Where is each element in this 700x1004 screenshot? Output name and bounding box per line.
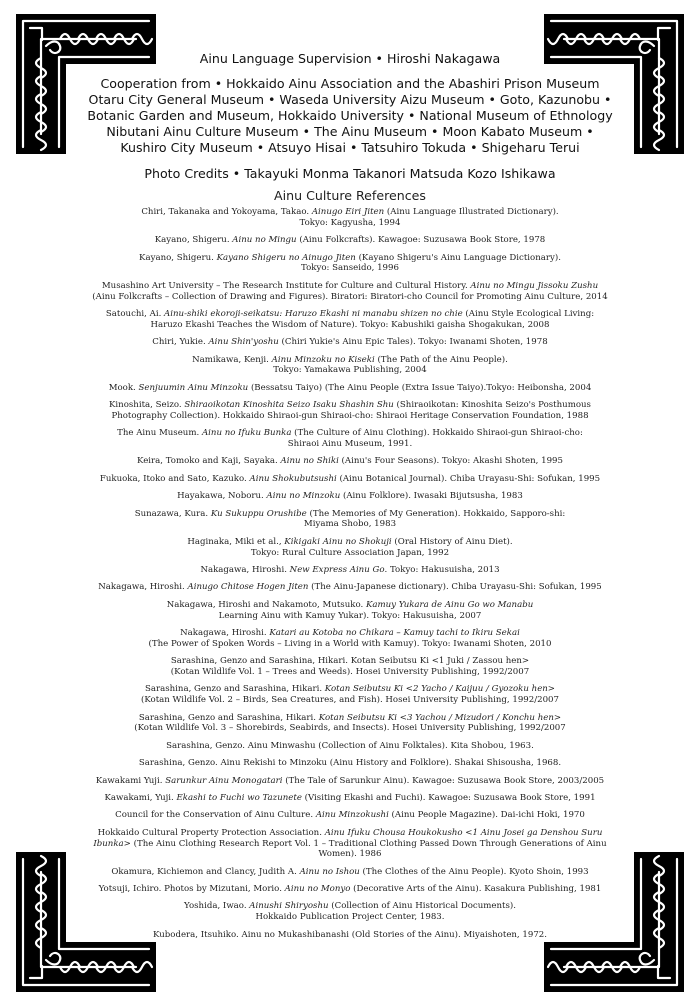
reference-title: New Express Ainu Go [289, 565, 385, 576]
reference-line [80, 741, 620, 752]
reference-text: Tokyo: Sanseido, 1996 [301, 263, 399, 274]
reference-line [80, 695, 620, 706]
reference-entry [80, 400, 620, 422]
cooperation-list [80, 76, 620, 156]
cooperation-line: Botanic Garden and Museum, Hokkaido University • National Museum of Ethnology [87, 108, 613, 123]
reference-line [80, 723, 620, 734]
reference-entry [80, 235, 620, 246]
reference-entry [80, 600, 620, 622]
reference-line [80, 849, 620, 860]
reference-entry [80, 565, 620, 576]
reference-entry [80, 713, 620, 735]
reference-title: Senjuumin Ainu Minzoku [138, 382, 249, 393]
reference-entry [80, 253, 620, 275]
reference-entry [80, 474, 620, 485]
reference-entry [80, 309, 620, 331]
reference-text: Hayakawa, Noboru. [177, 491, 267, 502]
reference-text: Sarashina, Genzo and Sarashina, Hikari. [138, 712, 319, 723]
reference-line [80, 355, 620, 366]
reference-line [80, 628, 620, 639]
reference-entry [80, 491, 620, 502]
reference-title: Ainu Shin'yoshu [208, 337, 279, 348]
references-heading: Ainu Culture References [274, 188, 426, 203]
reference-text: (The Culture of Ainu Clothing). Hokkaido Shiraoi-gun Shiraoi-cho: [291, 428, 583, 439]
reference-title: Ainu Shokubutsushi [249, 473, 337, 484]
reference-line [80, 537, 620, 548]
reference-line [80, 667, 620, 678]
reference-text: Hokkaido Publication Project Center, 1983. [255, 912, 445, 923]
reference-text: The Ainu Museum. [117, 428, 202, 439]
reference-text: (Bessatsu Taiyo) (The Ainu People (Extra Issue Taiyo).Tokyo: Heibonsha, 2004 [248, 382, 592, 393]
references-list [80, 207, 620, 940]
reference-text: Council for the Conservation of Ainu Culture. [115, 810, 316, 821]
reference-text: (Kotan Wildlife Vol. 3 – Shorebirds, Seabirds, and Insects). Hosei University Publishing, 1992/2007 [134, 723, 566, 734]
photo-credits: Photo Credits • Takayuki Monma Takanori Matsuda Kozo Ishikawa [144, 166, 556, 181]
reference-text: Nakagawa, Hiroshi. [200, 565, 290, 576]
reference-title: Ekashi to Fuchi wo Tazunete [176, 792, 302, 803]
reference-line [80, 337, 620, 348]
reference-line [80, 309, 620, 320]
reference-line [80, 639, 620, 650]
reference-line [80, 491, 620, 502]
reference-text: Musashino Art University – The Research Institute for Culture and Cultural History. [101, 280, 471, 291]
reference-text: (Ainu Style Ecological Living: [462, 308, 595, 319]
reference-line [80, 758, 620, 769]
reference-text: Sarashina, Genzo. Ainu Minwashu (Collection of Ainu Folktales). Kita Shobou, 1963. [166, 740, 534, 751]
credits-page [80, 51, 620, 947]
reference-line [80, 600, 620, 611]
reference-text: (The Power of Spoken Words – Living in a World with Kamuy). Tokyo: Iwanami Shoten, 2010 [148, 638, 552, 649]
reference-text: (Kayano Shigeru's Ainu Language Dictionary). [355, 252, 561, 263]
reference-title: Sarunkur Ainu Monogatari [165, 775, 283, 786]
cooperation-line: Nibutani Ainu Culture Museum • The Ainu Museum • Moon Kabato Museum • [106, 124, 594, 139]
reference-line [80, 235, 620, 246]
reference-title: Kotan Seibutsu Ki <2 Yacho / Kaijuu / Gyozoku hen> [324, 684, 556, 695]
reference-line [80, 218, 620, 229]
reference-line [80, 411, 620, 422]
reference-line [80, 456, 620, 467]
reference-title: Ainu no Mingu Jissoku Zushu [470, 280, 599, 291]
reference-text: (Chiri Yukie's Ainu Epic Tales). Tokyo: Iwanami Shoten, 1978 [278, 337, 548, 348]
reference-line [80, 365, 620, 376]
reference-line [80, 207, 620, 218]
reference-text: Keira, Tomoko and Kaji, Sayaka. [137, 456, 281, 467]
reference-entry [80, 930, 620, 941]
reference-text: Women). 1986 [318, 849, 382, 860]
reference-line [80, 565, 620, 576]
reference-entry [80, 828, 620, 860]
reference-line [80, 292, 620, 303]
reference-text: (The Clothes of the Ainu People). Kyoto Shoin, 1993 [359, 866, 589, 877]
reference-text: Satouchi, Ai. [105, 308, 165, 319]
reference-entry [80, 281, 620, 303]
reference-line [80, 930, 620, 941]
reference-line [80, 281, 620, 292]
reference-text: Fukuoka, Itoko and Sato, Kazuko. [99, 473, 250, 484]
reference-text: (Kotan Wildlife Vol. 2 – Birds, Sea Creatures, and Fish). Hosei University Publishing, 1992/2007 [140, 695, 559, 706]
reference-text: (Visiting Ekashi and Fuchi). Kawagoe: Suzusawa Book Store, 1991 [301, 792, 596, 803]
reference-text: (Collection of Ainu Historical Documents). [328, 901, 516, 912]
reference-title: Kotan Seibutsu Ki <3 Yachou / Mizudori / Konchu hen> [318, 712, 562, 723]
reference-line [80, 548, 620, 559]
reference-text: Sarashina, Genzo and Sarashina, Hikari. Kotan Seibutsu Ki <1 Juki / Zassou hen> [170, 656, 530, 667]
reference-entry [80, 337, 620, 348]
reference-line [80, 793, 620, 804]
reference-text: Photography Collection). Hokkaido Shiraoi-gun Shiraoi-cho: Shiraoi Heritage Conservation Foundation, 1988 [111, 410, 589, 421]
reference-text: Kawakami Yuji. [95, 775, 166, 786]
reference-line [80, 684, 620, 695]
reference-text: (The Tale of Sarunkur Ainu). Kawagoe: Suzusawa Book Store, 2003/2005 [282, 775, 605, 786]
reference-text: Haginaka, Miki et al., [187, 536, 285, 547]
reference-text: Yotsuji, Ichiro. Photos by Mizutani, Morio. [98, 884, 285, 895]
reference-text: Nakagawa, Hiroshi. [98, 582, 188, 593]
reference-title: Ku Sukuppu Orushibe [210, 508, 307, 519]
reference-entry [80, 684, 620, 706]
reference-text: Okamura, Kichiemon and Clancy, Judith A. [111, 866, 300, 877]
reference-line [80, 713, 620, 724]
reference-title: Katari au Kotoba no Chikara – Kamuy tachi to Ikiru Sekai [269, 628, 520, 638]
reference-entry [80, 509, 620, 531]
reference-line [80, 263, 620, 274]
reference-entry [80, 582, 620, 593]
reference-title: Ibunka> [93, 838, 131, 849]
reference-title: Ainu no Monyo [284, 884, 351, 895]
reference-line [80, 867, 620, 878]
reference-entry [80, 867, 620, 878]
reference-text: Shiraoi Ainu Museum, 1991. [287, 439, 413, 450]
reference-text: (Ainu's Four Seasons). Tokyo: Akashi Shoten, 1995 [338, 456, 563, 467]
reference-line [80, 519, 620, 530]
reference-entry [80, 537, 620, 559]
reference-text: Chiri, Takanaka and Yokoyama, Takao. [141, 207, 312, 217]
reference-title: Ainu Minzokushi [315, 810, 389, 821]
reference-text: Learning Ainu with Kamuy Yukar). Tokyo: Hakusuisha, 2007 [218, 610, 482, 621]
reference-line [80, 839, 620, 850]
reference-entry [80, 628, 620, 650]
reference-title: Kayano Shigeru no Ainugo Jiten [216, 252, 356, 263]
reference-title: Ainu-shiki ekoroji-seikatsu: Haruzo Ekashi ni manabu shizen no chie [164, 308, 463, 319]
reference-text: (Ainu Folkcrafts). Kawagoe: Suzusawa Book Store, 1978 [296, 235, 546, 246]
reference-text: (Ainu Folklore). Iwasaki Bijutsusha, 1983 [340, 491, 523, 502]
reference-line [80, 509, 620, 520]
reference-line [80, 611, 620, 622]
reference-entry [80, 656, 620, 678]
reference-title: Shiraoikotan Kinoshita Seizo Isaku Shashin Shu [184, 400, 394, 411]
language-supervision: Ainu Language Supervision • Hiroshi Nakagawa [199, 51, 501, 66]
reference-line [80, 656, 620, 667]
reference-text: Hokkaido Cultural Property Protection Association. [97, 827, 325, 838]
reference-text: Kubodera, Itsuhiko. Ainu no Mukashibanashi (Old Stories of the Ainu). Miyaishoten, 1972. [153, 929, 547, 940]
reference-line [80, 320, 620, 331]
reference-text: Kinoshita, Seizo. [109, 400, 185, 411]
reference-text: (Kotan Wildlife Vol. 1 – Trees and Weeds). Hosei University Publishing, 1992/2007 [170, 666, 530, 677]
reference-text: (The Path of the Ainu People). [374, 354, 508, 365]
reference-entry [80, 207, 620, 229]
cooperation-line: Cooperation from • Hokkaido Ainu Association and the Abashiri Prison Museum [100, 76, 600, 91]
cooperation-line: Otaru City General Museum • Waseda University Aizu Museum • Goto, Kazunobu • [88, 92, 612, 107]
reference-text: Chiri, Yukie. [152, 337, 209, 348]
reference-title: Ainu no Ifuku Bunka [201, 428, 292, 439]
reference-title: Kamuy Yukara de Ainu Go wo Manabu [365, 599, 534, 610]
reference-text: (The Ainu-Japanese dictionary). Chiba Urayasu-Shi: Sofukan, 1995 [308, 582, 602, 593]
reference-text: (Oral History of Ainu Diet). [391, 536, 513, 547]
reference-title: Ainu no Minzoku [266, 491, 341, 502]
reference-text: Nakagawa, Hiroshi and Nakamoto, Mutsuko. [166, 599, 366, 610]
reference-title: Ainugo Chitose Hogen Jiten [187, 582, 309, 593]
reference-title: Ainu Minzoku no Kiseki [271, 354, 375, 365]
reference-text: (Ainu People Magazine). Dai-ichi Hoki, 1970 [388, 810, 585, 821]
reference-line [80, 428, 620, 439]
reference-line [80, 582, 620, 593]
reference-text: Tokyo: Kagyusha, 1994 [299, 217, 401, 228]
reference-line [80, 776, 620, 787]
reference-title: Ainu no Shiki [280, 456, 339, 467]
reference-text: . Tokyo: Hakusuisha, 2013 [384, 565, 500, 576]
reference-text: Miyama Shobo, 1983 [303, 519, 397, 530]
reference-line [80, 810, 620, 821]
reference-entry [80, 884, 620, 895]
reference-text: Sarashina, Genzo and Sarashina, Hikari. [144, 684, 325, 695]
reference-title: Ainugo Eiri Jiten [311, 207, 385, 217]
reference-text: Kayano, Shigeru. [154, 235, 233, 246]
reference-line [80, 253, 620, 264]
reference-text: Namikawa, Kenji. [192, 354, 272, 365]
reference-text: (The Memories of My Generation). Hokkaido, Sapporo-shi: [306, 508, 566, 519]
reference-title: Kikigaki Ainu no Shokuji [284, 536, 392, 547]
reference-title: Ainushi Shiryoshu [249, 901, 329, 912]
reference-text: (Ainu Folkcrafts – Collection of Drawing and Figures). Biratori: Biratori-cho Council for Promoting Ainu Culture, 2014 [92, 291, 608, 302]
reference-line [80, 400, 620, 411]
reference-line [80, 439, 620, 450]
reference-text: Tokyo: Rural Culture Association Japan, 1992 [250, 547, 450, 558]
reference-text: (The Ainu Clothing Research Report Vol. 1 – Traditional Clothing Passed Down Through Generations of Ainu [130, 838, 607, 849]
reference-line [80, 884, 620, 895]
reference-title: Ainu no Ishou [299, 866, 360, 877]
reference-entry [80, 428, 620, 450]
reference-text: Mook. [108, 382, 139, 393]
reference-entry [80, 456, 620, 467]
reference-entry [80, 741, 620, 752]
reference-text: Sunazawa, Kura. [134, 508, 211, 519]
reference-text: Nakagawa, Hiroshi. [180, 628, 270, 638]
reference-line [80, 901, 620, 912]
reference-entry [80, 758, 620, 769]
reference-text: Sarashina, Genzo. Ainu Rekishi to Minzoku (Ainu History and Folklore). Shakai Shisousha, 1968. [138, 758, 562, 769]
reference-entry [80, 901, 620, 923]
reference-text: (Shiraoikotan: Kinoshita Seizo's Posthumous [393, 400, 591, 411]
reference-text: Kawakami, Yuji. [104, 792, 177, 803]
reference-entry [80, 810, 620, 821]
reference-line [80, 828, 620, 839]
reference-text: Yoshida, Iwao. [184, 901, 250, 912]
reference-entry [80, 793, 620, 804]
reference-entry [80, 355, 620, 377]
reference-title: Ainu no Mingu [232, 235, 297, 246]
reference-text: Tokyo: Yamakawa Publishing, 2004 [273, 365, 427, 376]
reference-line [80, 912, 620, 923]
reference-line [80, 383, 620, 394]
reference-text: (Decorative Arts of the Ainu). Kasakura Publishing, 1981 [350, 884, 602, 895]
reference-title: Ainu Ifuku Chousa Houkokusho <1 Ainu Josei ga Denshou Suru [324, 827, 603, 838]
reference-text: Kayano, Shigeru. [139, 252, 217, 263]
reference-entry [80, 776, 620, 787]
reference-text: (Ainu Language Illustrated Dictionary). [384, 207, 559, 217]
reference-text: (Ainu Botanical Journal). Chiba Urayasu-Shi: Sofukan, 1995 [336, 473, 601, 484]
credits-block [80, 51, 620, 182]
reference-line [80, 474, 620, 485]
reference-entry [80, 383, 620, 394]
cooperation-line: Kushiro City Museum • Atsuyo Hisai • Tatsuhiro Tokuda • Shigeharu Terui [120, 140, 580, 155]
reference-text: Haruzo Ekashi Teaches the Wisdom of Nature). Tokyo: Kabushiki gaisha Shogakukan, 2008 [150, 319, 550, 330]
